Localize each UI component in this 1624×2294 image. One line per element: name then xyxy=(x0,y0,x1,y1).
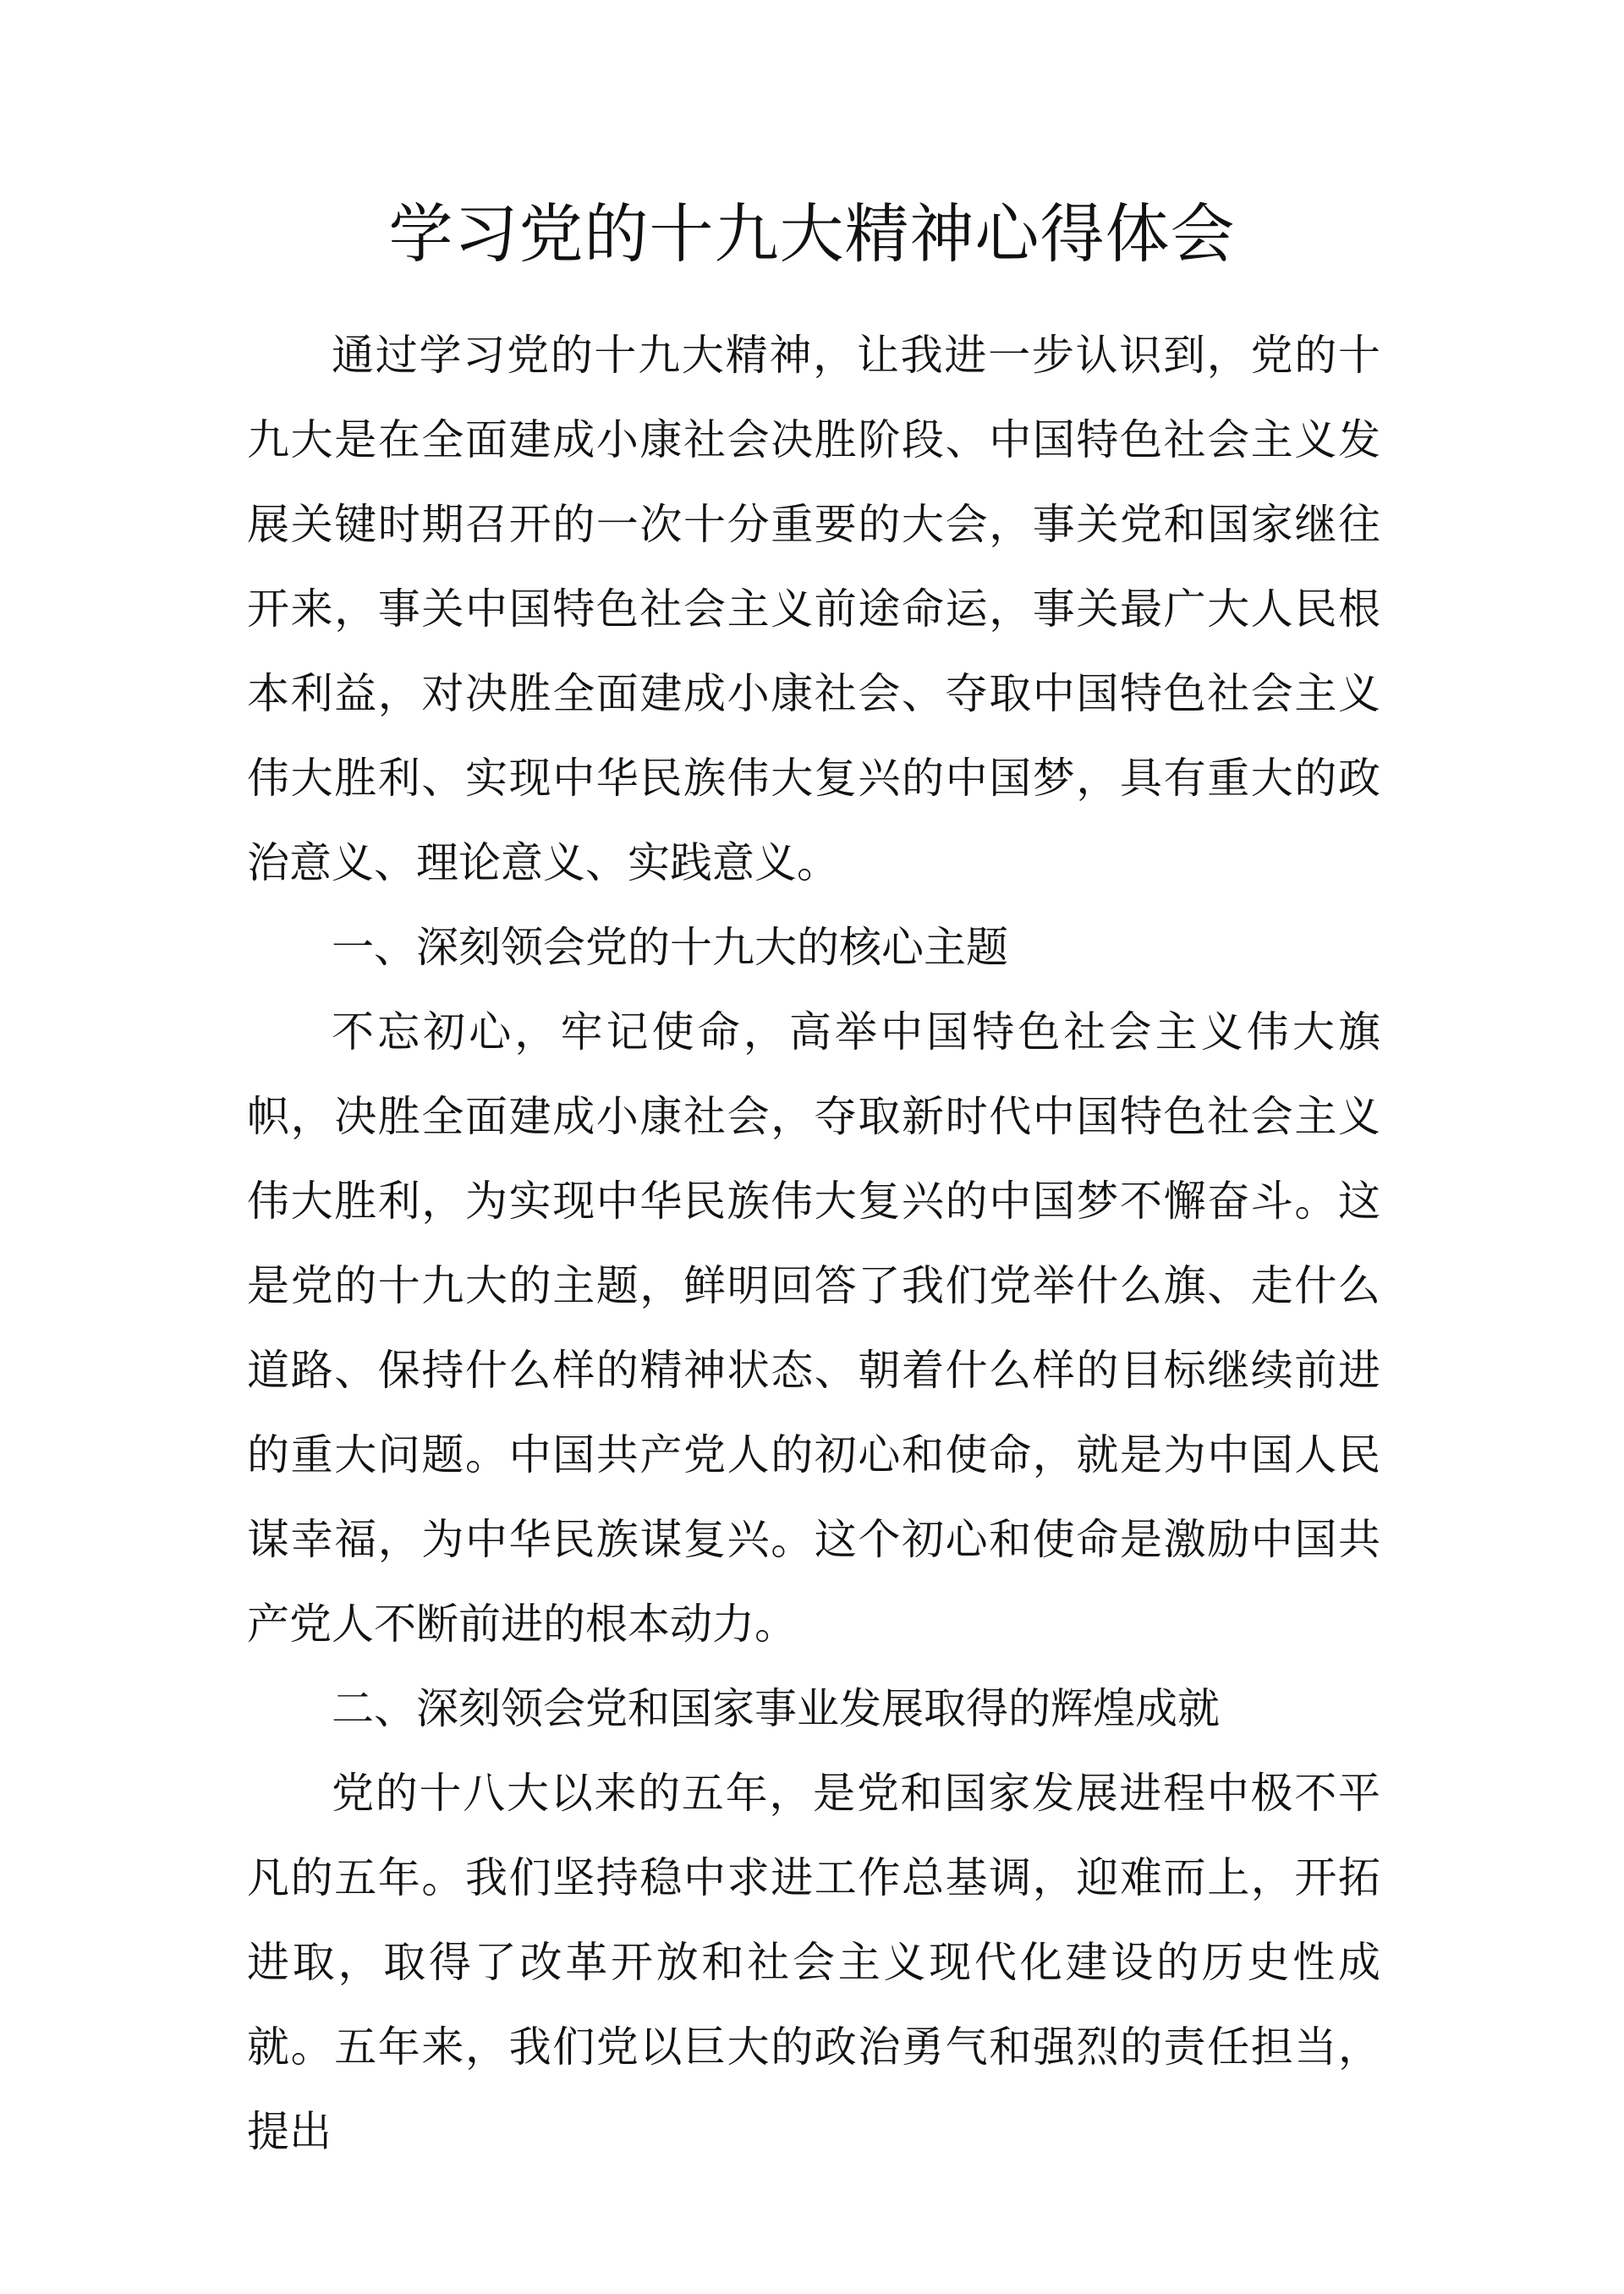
paragraph-intro: 通过学习党的十九大精神，让我进一步认识到，党的十九大是在全面建成小康社会决胜阶段、中国特色社会主义发展关键时期召开的一次十分重要的大会，事关党和国家继往开来，事关中国特色社会主义前途命运，事关最广大人民根本利益，对决胜全面建成小康社会、夺取中国特色社会主义伟大胜利、实现中华民族伟大复兴的中国梦，具有重大的政治意义、理论意义、实践意义。 xyxy=(247,331,1380,887)
section-heading-2: 二、深刻领会党和国家事业发展取得的辉煌成就 xyxy=(332,1684,1220,1733)
document-body xyxy=(247,313,1380,2174)
document-title: 学习党的十九大精神心得体会 xyxy=(388,196,1236,272)
paragraph-achievements: 党的十八大以来的五年，是党和国家发展进程中极不平凡的五年。我们坚持稳中求进工作总基调，迎难而上，开拓进取，取得了改革开放和社会主义现代化建设的历史性成就。五年来，我们党以巨大的政治勇气和强烈的责任担当，提出 xyxy=(247,1769,1380,2156)
paragraph-core-theme: 不忘初心，牢记使命，高举中国特色社会主义伟大旗帜，决胜全面建成小康社会，夺取新时代中国特色社会主义伟大胜利，为实现中华民族伟大复兴的中国梦不懈奋斗。这是党的十九大的主题，鲜明回答了我们党举什么旗、走什么道路、保持什么样的精神状态、朝着什么样的目标继续前进的重大问题。中国共产党人的初心和使命，就是为中国人民谋幸福，为中华民族谋复兴。这个初心和使命是激励中国共产党人不断前进的根本动力。 xyxy=(247,1007,1380,1649)
section-heading-1: 一、深刻领会党的十九大的核心主题 xyxy=(332,923,1008,972)
